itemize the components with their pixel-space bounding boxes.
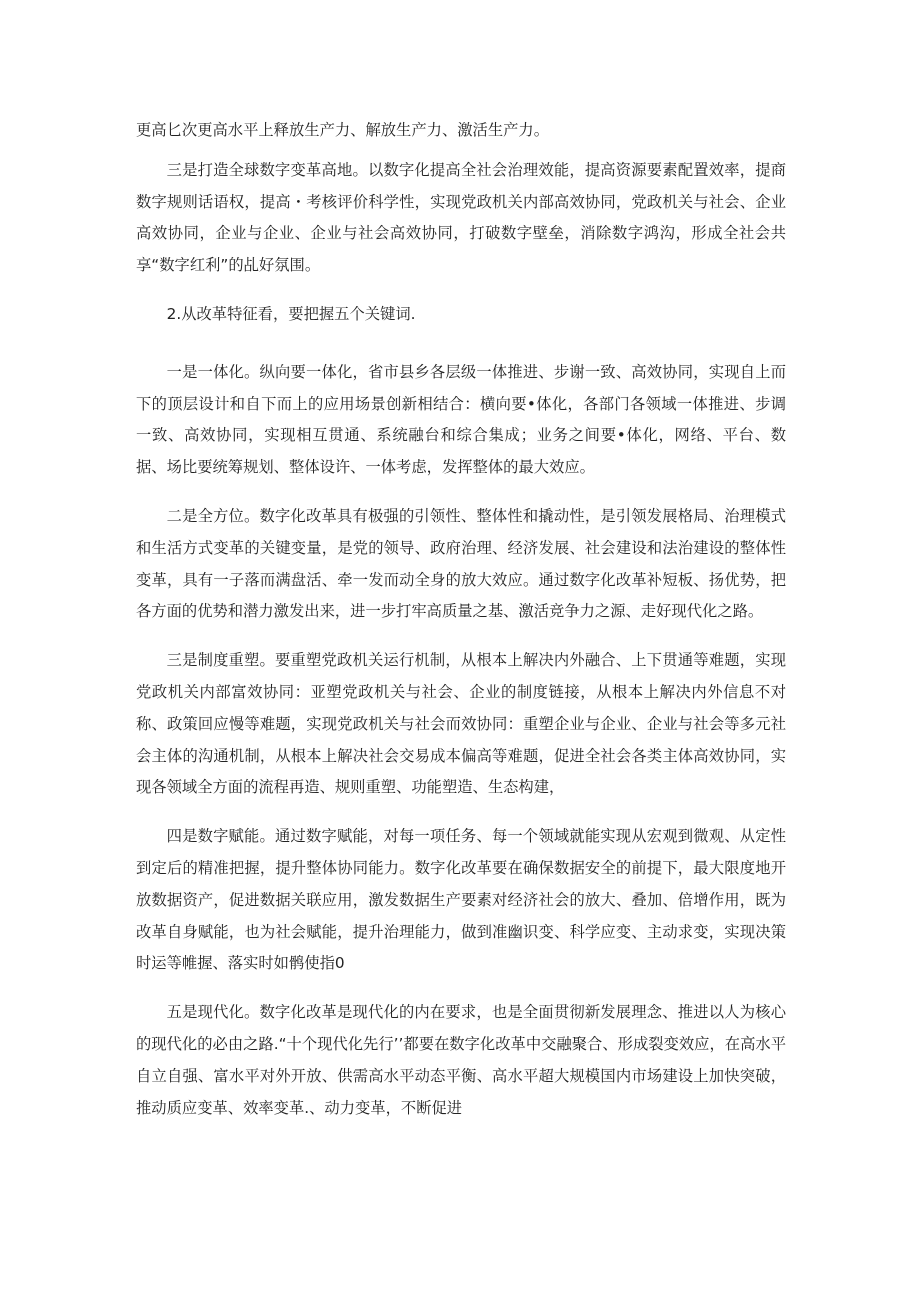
- continued-paragraph: 更高匕次更高水平上释放生产力、解放生产力、激活生产力。: [136, 121, 550, 139]
- paragraph-modernization: 五是现代化。数字化改革是现代化的内在要求，也是全面贯彻新发展理念、推进以人为核心的现代化的必由之路.“十个现代化先行’’都要在数字化改革中交融聚合、形成裂变效应，在高水平自立自强、富水平对外开放、供需高水平动态平衡、高水平超大规模国内市场建设上加快突破，推动质应变革、效率变革.、动力变革，不断促进: [136, 1003, 786, 1117]
- paragraph-digital-empowerment: 四是数字赋能。通过数字赋能，对每一项任务、每一个领域就能实现从宏观到微观、从定性到定后的精准把握，提升整体协同能力。数字化改革要在确保数据安全的前提下，最大限度地开放数据资产，促进数据关联应用，激发数据生产要素对经济社会的放大、叠加、倍增作用，既为改革自身赋能，也为社会赋能，提升治理能力，做到准幽识变、科学应变、主动求变，实现决策时运等帷握、落实时如鹘使指0: [136, 827, 786, 973]
- section-heading: 2.从改革特征看，要把握五个关键词.: [166, 304, 416, 323]
- paragraph-integration: 一是一体化。纵向要一体化，省市县乡各层级一体推进、步谢一致、高效协同，实现自上而下的顶层设计和自下而上的应用场景创新相结合：横向要•体化，各部门各领域一体推进、步调一致、高效协同，实现相互贯通、系统融台和综合集成；业务之间要•体化，网络、平台、数据、场比要统筹规划、整体设许、一体考虑，发挥整体的最大效应。: [136, 362, 786, 477]
- paragraph-institutional-reshaping: 三是制度重塑。要重塑党政机关运行机制，从根本上解决内外融合、上下贯通等难题，实现党政机关内部富效协同：亚塑党政机关与社会、企业的制度链接，从根本上解决内外信息不对称、政策回应慢等难题，实现党政机关与社会而效协同：重塑企业与企业、企业与社会等多元社会主体的沟通机制，从根本上解决社会交易成本偏高等难题，促进全社会各类主体高效协同，实现各领域全方面的流程再造、规则重塑、功能塑造、生态构建，: [136, 651, 786, 797]
- paragraph-global-highland: 三是打造全球数字变革高地。以数字化提高全社会治理效能，提高资源要素配置效率，提商数字规则话语权，提高・考核评价科学性，实现党政机关内部高效协同，党政机关与社会、企业高效协同，企业与企业、企业与社会高效协同，打破数字壁垒，消除数字鸿沟，形成全社会共享“数字红利”的乩好氛围。: [136, 160, 786, 275]
- paragraph-all-round: 二是全方位。数字化改革具有极强的引领性、整体性和撬动性，是引领发展格局、治理模式和生活方式变革的关键变量，是党的领导、政府治理、经济发展、社会建设和法治建设的整体性变革，具有一子落而满盘活、牵一发而动全身的放大效应。通过数字化改革补短板、扬优势，把各方面的优势和潜力激发出来，进一步打牢高质量之基、激活竞争力之源、走好现代化之路。: [136, 506, 786, 621]
- document-body: [136, 115, 786, 1124]
